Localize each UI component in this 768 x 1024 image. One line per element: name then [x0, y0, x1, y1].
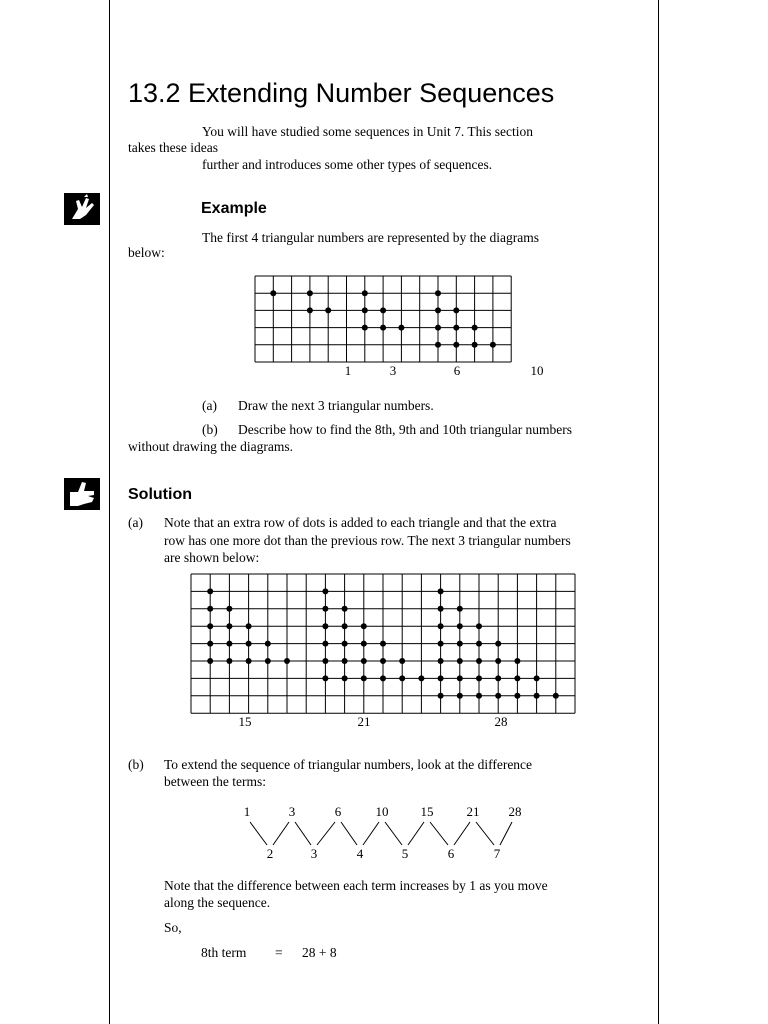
solution-grid-dot [438, 693, 444, 699]
note-line-2: along the sequence. [164, 895, 271, 910]
solution-grid-dot [342, 658, 348, 664]
solution-grid-dot [265, 641, 271, 647]
example-part-b-line-1: Describe how to find the 8th, 9th and 10th triangular numbers [238, 422, 573, 437]
solution-grid-dot [361, 641, 367, 647]
note-line-1: Note that the difference between each term increases by 1 as you move [164, 878, 548, 893]
solution-b-label: (b) [128, 757, 144, 772]
solution-grid-dot [495, 675, 501, 681]
solution-label-15: 15 [238, 714, 252, 729]
solution-grid-dot [380, 641, 386, 647]
solution-grid-dot [418, 675, 424, 681]
solution-grid-dot [495, 693, 501, 699]
solution-grid-dot [361, 675, 367, 681]
solution-grid-dot [246, 623, 252, 629]
example-grid-dot [453, 342, 459, 348]
example-grid-dot [307, 290, 313, 296]
solution-grid-dot [226, 623, 232, 629]
example-grid-dot [453, 325, 459, 331]
example-grid-dot [472, 342, 478, 348]
example-label-6: 6 [453, 363, 461, 378]
sequence-term: 28 [508, 804, 522, 819]
solution-grid-dot [399, 675, 405, 681]
difference-lines [250, 822, 512, 845]
solution-grid-dot [457, 606, 463, 612]
solution-grid-dot [438, 606, 444, 612]
solution-grid-dot [534, 693, 540, 699]
sequence-term: 15 [420, 804, 434, 819]
example-part-b-label: (b) [202, 422, 218, 437]
left-margin-line [109, 0, 110, 1024]
example-label-3: 3 [389, 363, 397, 378]
solution-dot-grid [188, 570, 583, 732]
example-grid-dot [325, 307, 331, 313]
solution-grid-dot [207, 623, 213, 629]
example-dot-grid [250, 270, 550, 380]
example-label-10: 10 [530, 363, 544, 378]
solution-grid-dot [226, 606, 232, 612]
solution-grid-dot [322, 675, 328, 681]
right-margin-line [658, 0, 659, 1024]
equation-sign: = [275, 945, 283, 960]
solution-grid-dot [457, 693, 463, 699]
solution-b-line-1: To extend the sequence of triangular numbers, look at the difference [164, 757, 533, 772]
solution-grid-dot [284, 658, 290, 664]
sequence-term: 10 [375, 804, 389, 819]
so-text: So, [164, 920, 182, 935]
solution-grid-dot [380, 675, 386, 681]
solution-grid-dot [514, 658, 520, 664]
example-heading: Example [201, 200, 267, 217]
solution-grid-dot [246, 658, 252, 664]
solution-grid-dot [322, 658, 328, 664]
solution-grid-dot [476, 623, 482, 629]
solution-grid-dot [246, 641, 252, 647]
hand-icon [64, 478, 100, 510]
solution-grid-dot [322, 606, 328, 612]
solution-grid-dot [476, 658, 482, 664]
solution-grid-dot [322, 623, 328, 629]
example-text-line-2: below: [128, 245, 165, 260]
difference-line [363, 822, 379, 845]
example-grid-dot [472, 325, 478, 331]
solution-grid-dot [399, 658, 405, 664]
example-grid-dot [362, 290, 368, 296]
equation-value: 28 + 8 [302, 945, 337, 960]
solution-grid-dot [476, 693, 482, 699]
solution-grid-dot [322, 641, 328, 647]
solution-grid-dot [476, 641, 482, 647]
solution-a-label: (a) [128, 515, 143, 530]
intro-line-3: further and introduces some other types of sequences. [202, 157, 493, 172]
solution-grid-dot [361, 658, 367, 664]
difference-line [341, 822, 357, 845]
sequence-term: 1 [243, 804, 251, 819]
solution-grid-dot [438, 675, 444, 681]
solution-label-28: 28 [494, 714, 508, 729]
intro-line-1: You will have studied some sequences in Unit 7. This section [202, 124, 533, 139]
example-label-1: 1 [344, 363, 352, 378]
difference-line [500, 822, 512, 845]
example-grid-dot [435, 325, 441, 331]
solution-grid-dot [342, 623, 348, 629]
solution-grid-dot [476, 675, 482, 681]
solution-grid-dot [457, 623, 463, 629]
example-grid-dot [435, 307, 441, 313]
difference-line [317, 822, 335, 845]
example-grid-lines [255, 276, 511, 362]
solution-grid-dot [207, 658, 213, 664]
example-grid-dot [380, 307, 386, 313]
intro-line-2: takes these ideas [128, 140, 218, 155]
solution-grid-dot [207, 641, 213, 647]
solution-grid-dot [207, 588, 213, 594]
solution-a-line-1: Note that an extra row of dots is added to each triangle and that the extra [164, 515, 557, 530]
solution-grid-dot [534, 675, 540, 681]
difference-value: 7 [493, 846, 501, 861]
sequence-term: 6 [334, 804, 342, 819]
difference-line [430, 822, 448, 845]
difference-line [385, 822, 402, 845]
solution-grid-dot [226, 658, 232, 664]
solution-heading: Solution [128, 486, 192, 503]
difference-line [250, 822, 267, 845]
difference-line [476, 822, 494, 845]
difference-value: 3 [310, 846, 318, 861]
solution-label-21: 21 [357, 714, 371, 729]
difference-line [273, 822, 289, 845]
solution-grid-dot [438, 588, 444, 594]
difference-value: 6 [447, 846, 455, 861]
example-grid-dot [490, 342, 496, 348]
solution-grid-dot [207, 606, 213, 612]
solution-grid-dot [342, 641, 348, 647]
solution-grid-dot [495, 641, 501, 647]
solution-grid-dot [495, 658, 501, 664]
solution-grid-dot [342, 606, 348, 612]
difference-line [408, 822, 424, 845]
solution-grid-dot [380, 658, 386, 664]
page-title: 13.2 Extending Number Sequences [128, 78, 555, 108]
equation-label: 8th term [201, 945, 247, 960]
difference-value: 5 [401, 846, 409, 861]
solution-grid-dot [438, 623, 444, 629]
sequence-term: 21 [466, 804, 480, 819]
solution-grid-dot [457, 658, 463, 664]
example-grid-dot [398, 325, 404, 331]
solution-grid-dot [553, 693, 559, 699]
solution-b-line-2: between the terms: [164, 774, 266, 789]
solution-grid-dot [514, 675, 520, 681]
difference-line [295, 822, 311, 845]
example-part-b-line-2: without drawing the diagrams. [128, 439, 293, 454]
solution-grid-dot [322, 588, 328, 594]
solution-a-line-2: row has one more dot than the previous row. The next 3 triangular numbers [164, 533, 571, 548]
solution-grid-dot [265, 658, 271, 664]
example-grid-dot [435, 342, 441, 348]
solution-grid-dot [342, 675, 348, 681]
solution-grid-dot [226, 641, 232, 647]
example-grid-dot [362, 325, 368, 331]
difference-diagram [230, 800, 540, 866]
example-text-line-1: The first 4 triangular numbers are represented by the diagrams [202, 230, 539, 245]
example-part-a-text: Draw the next 3 triangular numbers. [238, 398, 434, 413]
solution-grid-dot [361, 623, 367, 629]
solution-grid-dot [514, 693, 520, 699]
example-grid-dot [380, 325, 386, 331]
solution-grid-dot [457, 675, 463, 681]
solution-a-line-3: are shown below: [164, 550, 260, 565]
example-grid-dot [362, 307, 368, 313]
sequence-term: 3 [288, 804, 296, 819]
difference-line [454, 822, 470, 845]
difference-value: 2 [266, 846, 274, 861]
example-grid-dot [453, 307, 459, 313]
example-part-a-label: (a) [202, 398, 217, 413]
solution-grid-dot [457, 641, 463, 647]
pointing-hand-icon [64, 193, 100, 225]
example-grid-dot [307, 307, 313, 313]
solution-grid-dot [438, 658, 444, 664]
difference-value: 4 [356, 846, 364, 861]
solution-grid-dot [438, 641, 444, 647]
example-grid-dot [435, 290, 441, 296]
example-grid-dot [270, 290, 276, 296]
